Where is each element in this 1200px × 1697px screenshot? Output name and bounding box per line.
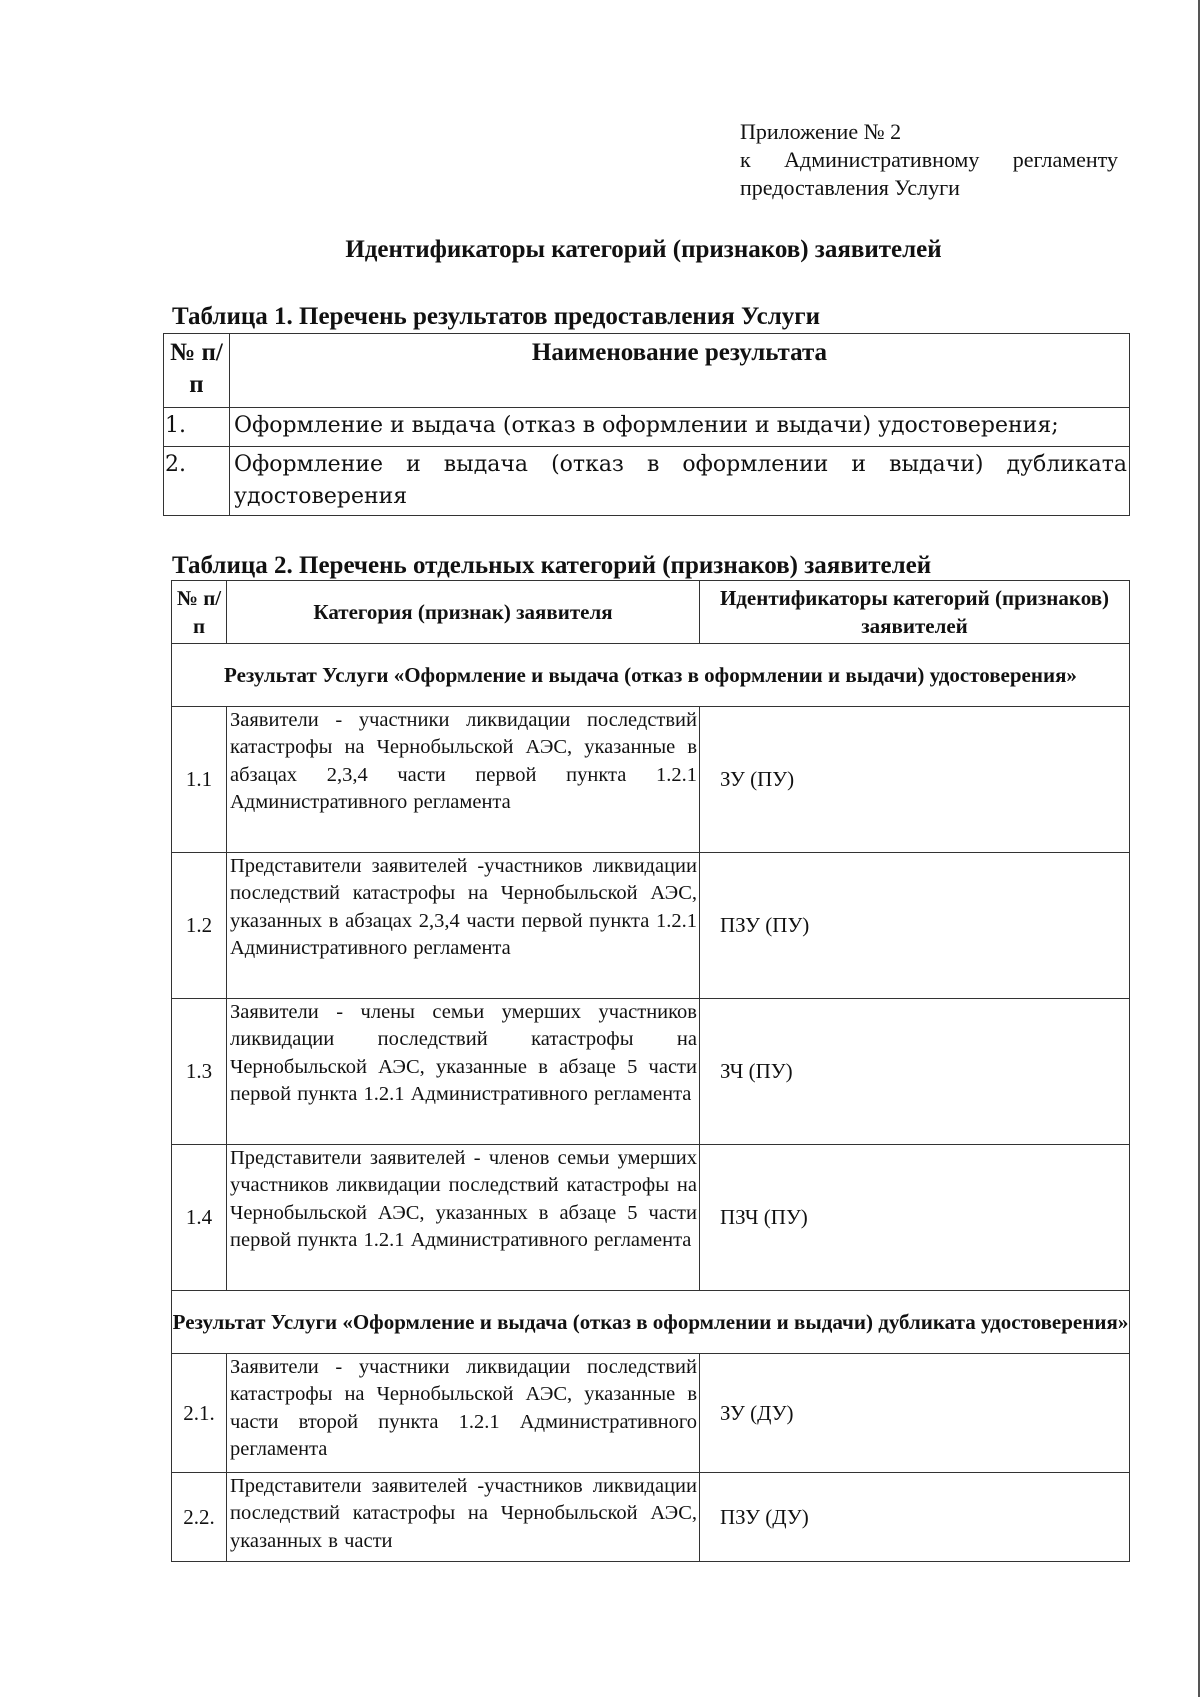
section-row [172, 644, 1130, 707]
section-title: Результат Услуги «Оформление и выдача (отказ в оформлении и выдачи) удостоверения» [172, 644, 1130, 707]
appendix-line-1: Приложение № 2 [740, 119, 902, 144]
row-num: 1.3 [172, 999, 227, 1145]
header-num: № п/п [164, 334, 230, 408]
row-num: 1.2 [172, 853, 227, 999]
row-name: Оформление и выдача (отказ в оформлении и выдачи) дубликата удостоверения [230, 447, 1130, 516]
table1-caption: Таблица 1. Перечень результатов предоставления Услуги [172, 303, 821, 330]
row-ident: ПЗУ (ПУ) [700, 853, 1130, 999]
table-row [164, 447, 1130, 516]
row-num: 1.1 [172, 707, 227, 853]
row-category: Заявители - члены семьи умерших участников ликвидации последствий катастрофы на Чернобыльской АЭС, указанные в абзаце 5 части первой пункта 1.2.1 Административного регламента [227, 999, 700, 1145]
table2-caption: Таблица 2. Перечень отдельных категорий (признаков) заявителей [172, 552, 932, 579]
header-ident: Идентификаторы категорий (признаков) заявителей [700, 581, 1130, 644]
results-table [163, 333, 1130, 516]
row-num: 2.2. [172, 1473, 227, 1562]
section-row [172, 1291, 1130, 1354]
table-row [164, 408, 1130, 447]
row-name: Оформление и выдача (отказ в оформлении и выдачи) удостоверения; [230, 408, 1130, 447]
document-title: Идентификаторы категорий (признаков) заявителей [345, 236, 942, 263]
row-category: Представители заявителей -участников ликвидации последствий катастрофы на Чернобыльской АЭС, указанных в абзацах 2,3,4 части первой пункта 1.2.1 Административного регламента [227, 853, 700, 999]
table-row [172, 707, 1130, 853]
table-row [172, 1145, 1130, 1291]
table-row [172, 1354, 1130, 1473]
row-num: 2. [164, 447, 230, 516]
row-category: Представители заявителей - членов семьи умерших участников ликвидации последствий катастрофы на Чернобыльской АЭС, указанных в абзаце 5 части первой пункта 1.2.1 Административного регламента [227, 1145, 700, 1291]
appendix-line-3: предоставления Услуги [740, 175, 960, 200]
header-name: Наименование результата [230, 334, 1130, 408]
row-category: Заявители - участники ликвидации последствий катастрофы на Чернобыльской АЭС, указанные в части второй пункта 1.2.1 Административного регламента [227, 1354, 700, 1473]
appendix-note [740, 118, 1118, 202]
categories-table [171, 580, 1130, 1562]
row-ident: ЗУ (ДУ) [700, 1354, 1130, 1473]
row-num: 1. [164, 408, 230, 447]
row-num: 1.4 [172, 1145, 227, 1291]
row-category: Представители заявителей -участников ликвидации последствий катастрофы на Чернобыльской АЭС, указанных в части [227, 1473, 700, 1562]
table-header-row [172, 581, 1130, 644]
row-ident: ПЗЧ (ПУ) [700, 1145, 1130, 1291]
table-row [172, 999, 1130, 1145]
table-header-row [164, 334, 1130, 408]
appendix-line-2: к Административному регламенту [740, 147, 1118, 172]
table-row [172, 1473, 1130, 1562]
section-title: Результат Услуги «Оформление и выдача (отказ в оформлении и выдачи) дубликата удостоверения» [172, 1291, 1130, 1354]
row-ident: ЗЧ (ПУ) [700, 999, 1130, 1145]
row-category: Заявители - участники ликвидации последствий катастрофы на Чернобыльской АЭС, указанные в абзацах 2,3,4 части первой пункта 1.2.1 Административного регламента [227, 707, 700, 853]
table-row [172, 853, 1130, 999]
row-ident: ПЗУ (ДУ) [700, 1473, 1130, 1562]
row-num: 2.1. [172, 1354, 227, 1473]
header-category: Категория (признак) заявителя [227, 581, 700, 644]
row-ident: ЗУ (ПУ) [700, 707, 1130, 853]
header-num: № п/п [172, 581, 227, 644]
